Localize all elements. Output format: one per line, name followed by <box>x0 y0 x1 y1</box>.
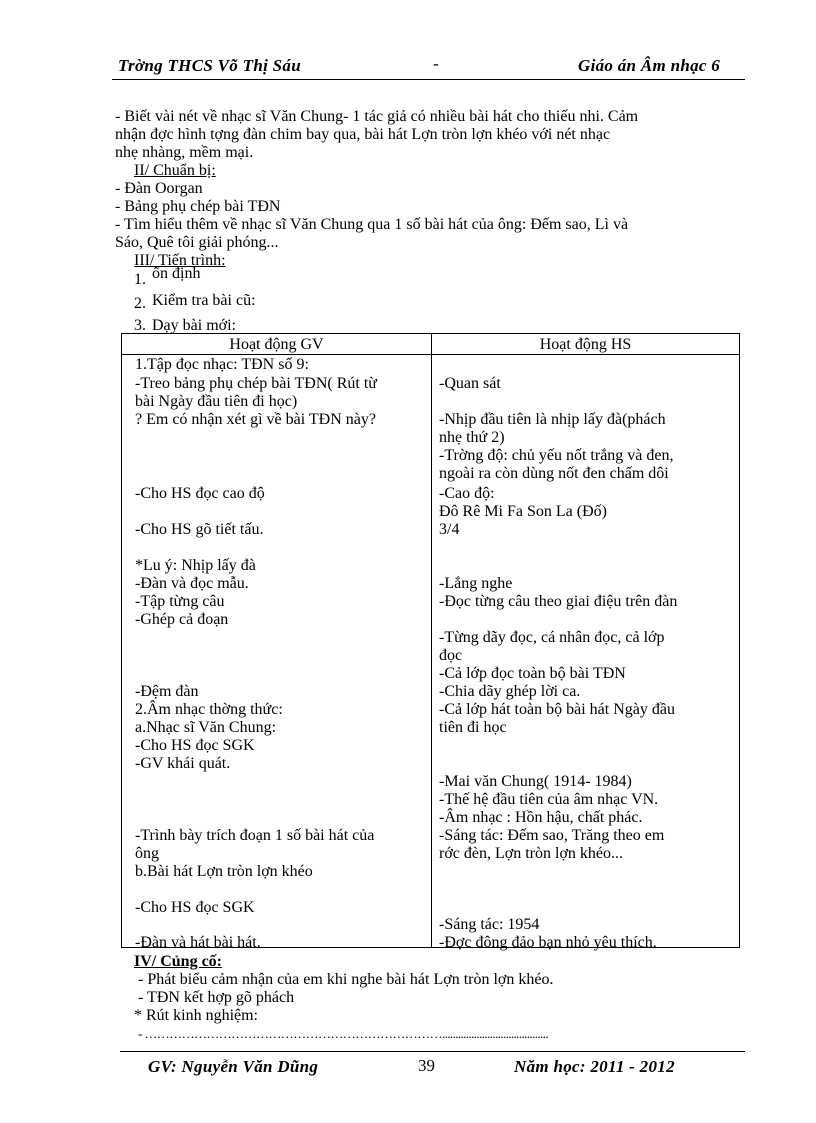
hs-line: -Lắng nghe <box>439 575 513 592</box>
hs-line: -Đợc đông đảo bạn nhỏ yêu thích. <box>439 934 657 951</box>
section2-item: Sáo, Quê tôi giải phóng... <box>115 234 279 251</box>
lesson-table <box>121 333 740 951</box>
intro-line-2: nhận đợc hình tợng đàn chim bay qua, bài hát Lợn tròn lợn khéo với nét nhạc <box>115 126 611 143</box>
gv-line: -Cho HS đọc cao độ <box>135 485 265 502</box>
gv-line: ? Em có nhận xét gì về bài TĐN này? <box>135 411 376 428</box>
hs-line: đọc <box>439 647 463 664</box>
header-subject: Giáo án Âm nhạc 6 <box>578 56 721 75</box>
gv-line: -Tập từng câu <box>135 593 225 610</box>
section2-item: - Tìm hiểu thêm về nhạc sĩ Văn Chung qua 1 số bài hát của ông: Đếm sao, Lì và <box>115 216 629 233</box>
hs-line: -Đọc từng câu theo giai điệu trên đàn <box>439 593 678 610</box>
hs-line: tiên đi học <box>439 719 507 736</box>
column-divider <box>431 334 432 947</box>
gv-line: -Cho HS gõ tiết tấu. <box>135 521 264 538</box>
footer-rule <box>120 1051 745 1052</box>
footer-page-number: 39 <box>418 1056 435 1075</box>
hs-line: -Cả lớp đọc toàn bộ bài TĐN <box>439 665 626 682</box>
intro-line-1: - Biết vài nét về nhạc sĩ Văn Chung- 1 tác giả có nhiều bài hát cho thiếu nhi. Cảm <box>115 108 639 125</box>
section2-title: II/ Chuẩn bị: <box>134 162 216 179</box>
header-school: Trờng THCS Võ Thị Sáu <box>118 56 301 75</box>
hs-line: -Trờng độ: chủ yếu nốt trắng và đen, <box>439 447 674 464</box>
hs-line: -Âm nhạc : Hồn hậu, chất phác. <box>439 809 643 826</box>
gv-line: -Cho HS đọc SGK <box>135 737 255 754</box>
gv-line: -Ghép cả đoạn <box>135 611 229 628</box>
hs-line: rớc đèn, Lợn tròn lợn khéo... <box>439 845 624 862</box>
step-text: ổn định <box>152 265 201 282</box>
footer-school-year: Năm học: 2011 - 2012 <box>514 1057 675 1076</box>
gv-line: -Treo bảng phụ chép bài TĐN( Rút từ <box>135 375 377 392</box>
step-text: Kiểm tra bài cũ: <box>152 292 256 309</box>
gv-line: ông <box>135 845 159 862</box>
hs-line: -Quan sát <box>439 375 501 392</box>
gv-line: -Cho HS đọc SGK <box>135 899 255 916</box>
section4-item: - Phát biểu cảm nhận của em khi nghe bài hát Lợn tròn lợn khéo. <box>138 971 554 988</box>
section3-title: III/ Tiến trình: <box>134 252 226 269</box>
gv-line: -Đệm đàn <box>135 683 199 700</box>
hs-line: -Từng dãy đọc, cá nhân đọc, cả lớp <box>439 629 665 646</box>
step-1 <box>134 265 201 289</box>
header-rule <box>112 79 745 80</box>
hs-line: -Thế hệ đầu tiên của âm nhạc VN. <box>439 791 659 808</box>
hs-line: -Sáng tác: Đếm sao, Trăng theo em <box>439 827 665 844</box>
col-header-gv: Hoạt động GV <box>229 336 324 353</box>
step-2 <box>134 294 256 313</box>
section2-item: - Bảng phụ chép bài TĐN <box>115 198 281 215</box>
gv-line: 2.Âm nhạc thờng thức: <box>135 701 283 718</box>
hs-line: nhẹ thứ 2) <box>439 429 505 446</box>
hs-line: -Mai văn Chung( 1914- 1984) <box>439 773 632 790</box>
step-number: 1. <box>134 271 146 288</box>
hs-line: -Chia dãy ghép lời ca. <box>439 683 581 700</box>
gv-line: -Đàn và đọc mẫu. <box>135 575 249 592</box>
gv-line: *Lu ý: Nhịp lấy đà <box>135 557 256 574</box>
section4-item: - ………………………………………………………………........................................ <box>138 1026 548 1041</box>
gv-line: -GV khái quát. <box>135 755 231 772</box>
gv-line: bài Ngày đầu tiên đi học) <box>135 393 298 410</box>
step-number: 2. <box>134 295 146 312</box>
hs-line: ngoài ra còn dùng nốt đen chấm dôi <box>439 465 669 482</box>
section4-title: IV/ Củng cố: <box>134 953 223 970</box>
hs-line: -Cả lớp hát toàn bộ bài hát Ngày đầu <box>439 701 675 718</box>
section2-item: - Đàn Oorgan <box>115 180 203 197</box>
footer-teacher: GV: Nguyễn Văn Dũng <box>148 1057 319 1076</box>
hs-line: -Cao độ: <box>439 485 495 502</box>
step-number: 3. <box>134 317 146 334</box>
intro-line-3: nhẹ nhàng, mềm mại. <box>115 144 254 161</box>
section4-item: * Rút kinh nghiệm: <box>134 1007 258 1024</box>
header-dash: - <box>433 54 439 73</box>
col-header-hs: Hoạt động HS <box>539 336 632 353</box>
section4-item: - TĐN kết hợp gõ phách <box>138 989 295 1006</box>
hs-line: Đô Rê Mi Fa Son La (Đố) <box>439 503 607 520</box>
hs-line: -Nhịp đầu tiên là nhịp lấy đà(phách <box>439 411 666 428</box>
gv-line: -Trình bày trích đoạn 1 số bài hát của <box>135 827 375 844</box>
hs-line: 3/4 <box>439 521 460 538</box>
hs-line: -Sáng tác: 1954 <box>439 916 540 933</box>
gv-line: a.Nhạc sĩ Văn Chung: <box>135 719 277 736</box>
gv-line: -Đàn và hát bài hát. <box>135 934 261 951</box>
step-text: Dạy bài mới: <box>152 317 236 334</box>
gv-line: b.Bài hát Lợn tròn lợn khéo <box>135 863 313 880</box>
gv-line: 1.Tập đọc nhạc: TĐN số 9: <box>135 356 309 373</box>
